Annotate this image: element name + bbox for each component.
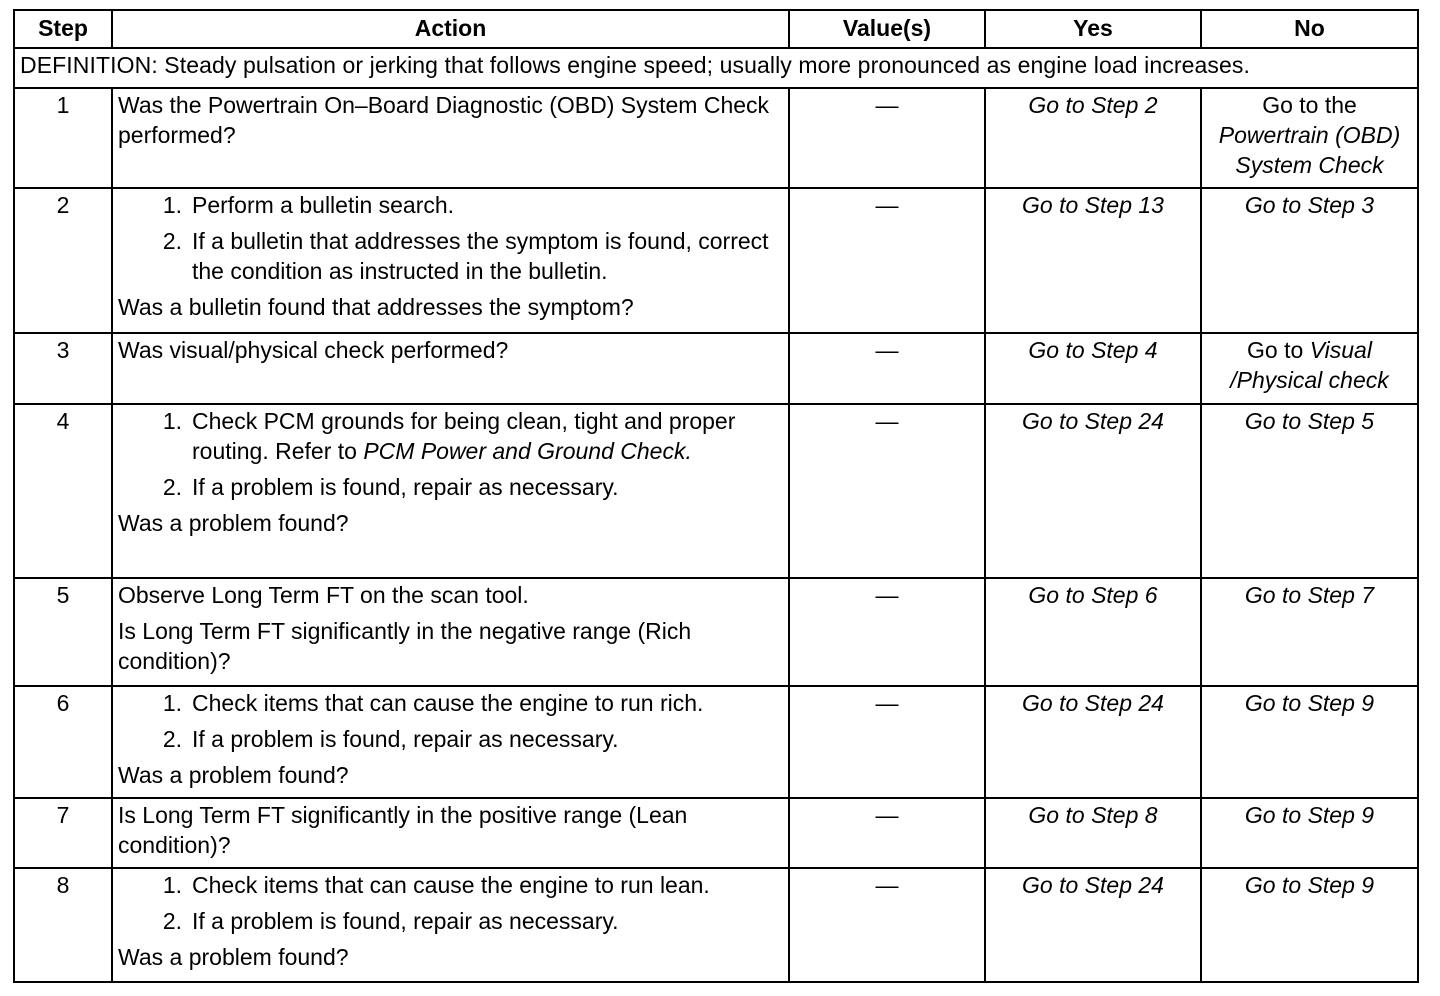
list-item xyxy=(118,227,783,287)
table-row xyxy=(14,188,1418,333)
list-number: 1. xyxy=(162,408,182,434)
no-cell: Go to Step 9 xyxy=(1201,868,1418,982)
yes-cell: Go to Step 8 xyxy=(985,798,1201,868)
step-number: 2 xyxy=(14,188,112,333)
list-number: 1. xyxy=(162,872,182,898)
value-cell: — xyxy=(789,188,985,333)
action-cell xyxy=(112,404,789,578)
step-number: 6 xyxy=(14,686,112,798)
diagnostic-table-container xyxy=(13,9,1417,983)
list-item xyxy=(118,191,783,221)
action-cell xyxy=(112,333,789,404)
action-question: Was a bulletin found that addresses the symptom? xyxy=(118,293,634,320)
no-ref-line-1: Visual xyxy=(1309,337,1372,363)
table-row xyxy=(14,333,1418,404)
header-yes: Yes xyxy=(985,10,1201,48)
list-text: Check items that can cause the engine to run lean. xyxy=(192,872,710,898)
list-text: Check items that can cause the engine to run rich. xyxy=(192,690,704,716)
no-cell: Go to Step 9 xyxy=(1201,686,1418,798)
step-number: 8 xyxy=(14,868,112,982)
yes-cell: Go to Step 24 xyxy=(985,686,1201,798)
value-cell: — xyxy=(789,868,985,982)
yes-cell: Go to Step 2 xyxy=(985,88,1201,188)
list-text: If a bulletin that addresses the symptom is found, correct the condition as instructed in the bulletin. xyxy=(192,227,769,284)
list-text-main: Check PCM grounds for being clean, tight and proper routing. Refer to xyxy=(192,408,736,464)
list-text: If a problem is found, repair as necessary. xyxy=(192,473,619,500)
no-cell xyxy=(1201,333,1418,404)
table-row xyxy=(14,404,1418,578)
no-cell: Go to Step 3 xyxy=(1201,188,1418,333)
value-cell: — xyxy=(789,686,985,798)
table-row xyxy=(14,798,1418,868)
list-text xyxy=(192,407,783,467)
definition-row xyxy=(14,48,1418,88)
yes-cell: Go to Step 6 xyxy=(985,578,1201,686)
list-text: Perform a bulletin search. xyxy=(192,192,455,218)
step-number: 3 xyxy=(14,333,112,404)
action-question: Was a problem found? xyxy=(118,943,349,970)
table-row xyxy=(14,88,1418,188)
list-text: If a problem is found, repair as necessary. xyxy=(192,725,619,752)
action-question: Was visual/physical check performed? xyxy=(118,337,509,363)
no-prefix-line xyxy=(1207,336,1412,366)
value-cell: — xyxy=(789,333,985,404)
action-question: Was a problem found? xyxy=(118,761,349,788)
table-row xyxy=(14,578,1418,686)
action-cell xyxy=(112,868,789,982)
action-cell xyxy=(112,798,789,868)
action-cell xyxy=(112,578,789,686)
list-text: If a problem is found, repair as necessary. xyxy=(192,907,619,934)
list-number: 2. xyxy=(162,473,182,500)
list-item xyxy=(118,473,783,503)
action-question: Is Long Term FT significantly in the positive range (Lean condition)? xyxy=(118,802,688,858)
step-number: 1 xyxy=(14,88,112,188)
no-cell: Go to Step 9 xyxy=(1201,798,1418,868)
reference-link-text: PCM Power and Ground Check. xyxy=(363,437,692,464)
table-row xyxy=(14,686,1418,798)
diagnostic-table xyxy=(13,9,1419,983)
no-prefix: Go to xyxy=(1247,337,1304,363)
no-ref-line-1: Powertrain (OBD) xyxy=(1218,121,1401,148)
header-step: Step xyxy=(14,10,112,48)
value-cell: — xyxy=(789,798,985,868)
step-number: 5 xyxy=(14,578,112,686)
yes-cell: Go to Step 13 xyxy=(985,188,1201,333)
no-cell: Go to Step 7 xyxy=(1201,578,1418,686)
table-row xyxy=(14,868,1418,982)
action-question: Is Long Term FT significantly in the negative range (Rich condition)? xyxy=(118,617,692,674)
action-cell xyxy=(112,686,789,798)
value-cell: — xyxy=(789,88,985,188)
no-ref-line-2: /Physical check xyxy=(1230,366,1389,393)
action-question: Was the Powertrain On–Board Diagnostic (OBD) System Check performed? xyxy=(118,92,770,148)
action-cell xyxy=(112,188,789,333)
header-no: No xyxy=(1201,10,1418,48)
list-number: 1. xyxy=(162,690,182,716)
action-question: Was a problem found? xyxy=(118,509,349,536)
list-number: 1. xyxy=(162,192,182,218)
no-prefix: Go to the xyxy=(1262,92,1357,118)
value-cell: — xyxy=(789,578,985,686)
action-cell xyxy=(112,88,789,188)
header-row xyxy=(14,10,1418,48)
list-number: 2. xyxy=(162,725,182,752)
header-values: Value(s) xyxy=(789,10,985,48)
list-item xyxy=(118,725,783,755)
value-cell: — xyxy=(789,404,985,578)
no-ref-line-2: System Check xyxy=(1235,151,1384,178)
no-cell: Go to Step 5 xyxy=(1201,404,1418,578)
step-number: 7 xyxy=(14,798,112,868)
yes-cell: Go to Step 24 xyxy=(985,868,1201,982)
list-item xyxy=(118,689,783,719)
action-instruction: Observe Long Term FT on the scan tool. xyxy=(118,582,529,608)
step-number: 4 xyxy=(14,404,112,578)
list-item xyxy=(118,871,783,901)
definition-text: DEFINITION: Steady pulsation or jerking that follows engine speed; usually more pronounced as engine load increases. xyxy=(14,48,1418,88)
header-action: Action xyxy=(112,10,789,48)
yes-cell: Go to Step 24 xyxy=(985,404,1201,578)
list-item xyxy=(118,407,783,467)
list-item xyxy=(118,907,783,937)
list-number: 2. xyxy=(162,907,182,934)
yes-cell: Go to Step 4 xyxy=(985,333,1201,404)
list-number: 2. xyxy=(162,227,182,254)
no-cell xyxy=(1201,88,1418,188)
